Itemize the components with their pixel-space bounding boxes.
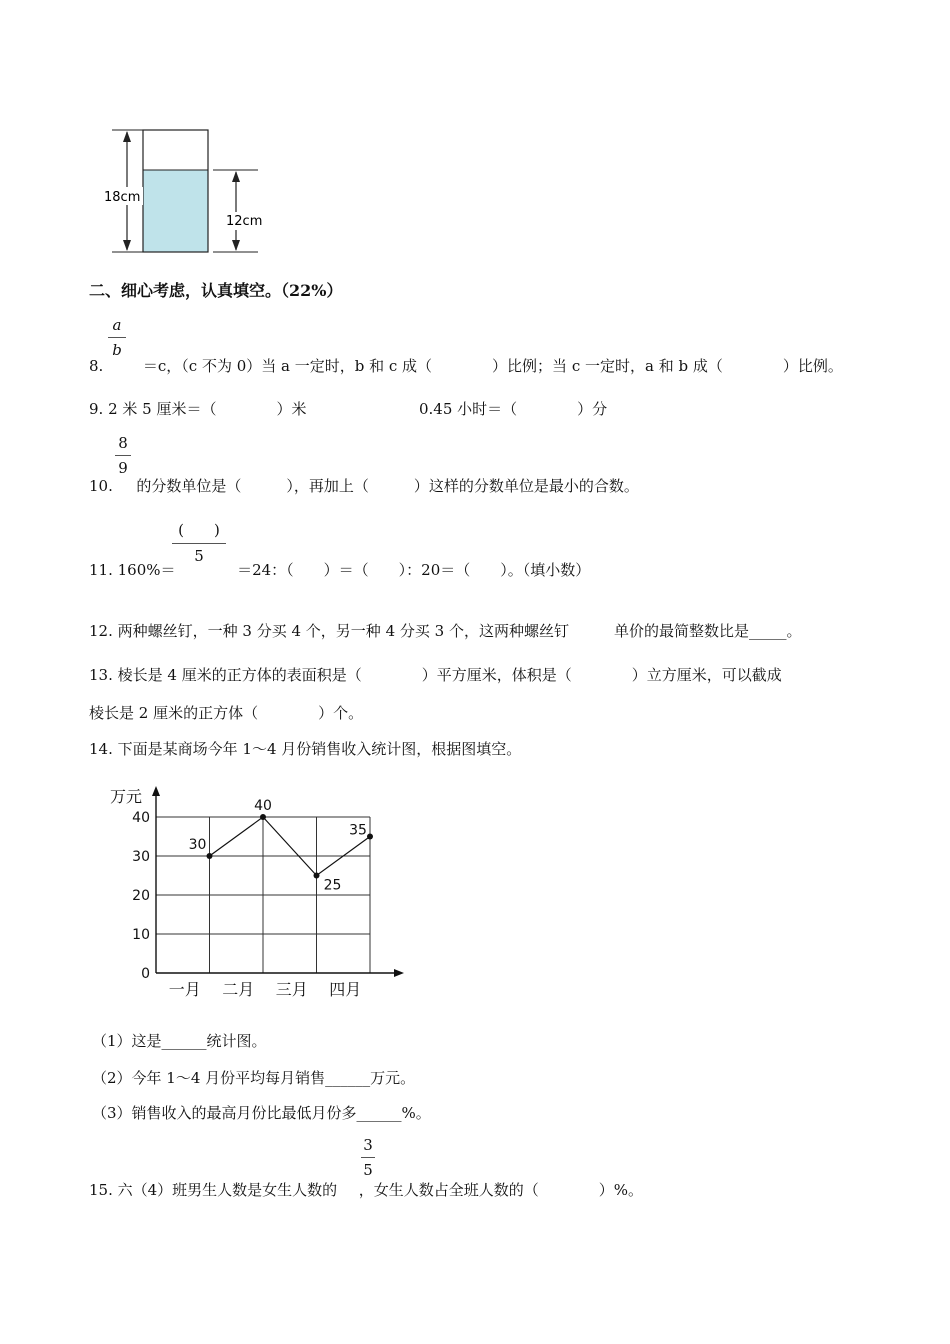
data-point bbox=[207, 853, 213, 859]
x-tick-label: 三月 bbox=[275, 980, 308, 999]
q12-number: 12. bbox=[89, 622, 113, 640]
q9-number: 9. bbox=[89, 400, 104, 418]
q14-sub-1: （1）这是______统计图。 bbox=[92, 1032, 267, 1050]
fraction-bar bbox=[172, 543, 226, 544]
fraction-bar bbox=[108, 337, 126, 338]
q9 bbox=[89, 398, 307, 419]
q13-text1: 棱长是 4 厘米的正方体的表面积是（ ）平方厘米，体积是（ ）立方厘米，可以截成 bbox=[117, 666, 782, 684]
q8-number: 8. bbox=[89, 357, 104, 375]
q8-frac-den: b bbox=[112, 341, 122, 359]
q11-frac-den: 5 bbox=[194, 547, 204, 565]
x-tick-label: 四月 bbox=[329, 980, 362, 999]
section-heading: 二、细心考虑，认真填空。（22%） bbox=[89, 281, 343, 300]
y-axis-label: 万元 bbox=[110, 787, 143, 806]
q11-frac-num: ( ) bbox=[178, 521, 220, 539]
q15-frac-den: 5 bbox=[363, 1161, 373, 1179]
q8 bbox=[89, 355, 843, 376]
q10-text: 的分数单位是（ ），再加上（ ）这样的分数单位是最小的合数。 bbox=[136, 477, 639, 495]
y-tick-label: 20 bbox=[132, 888, 150, 904]
q10-fraction bbox=[115, 434, 131, 477]
q13-line2: 棱长是 2 厘米的正方体（ ）个。 bbox=[89, 704, 364, 722]
y-tick-label: 30 bbox=[132, 849, 150, 865]
q15-fraction bbox=[361, 1136, 375, 1179]
q10-frac-den: 9 bbox=[118, 459, 128, 477]
q15-frac-num: 3 bbox=[363, 1136, 373, 1154]
q8-frac-num: a bbox=[112, 316, 122, 334]
q10 bbox=[89, 475, 639, 496]
q12-text: 两种螺丝钉，一种 3 分买 4 个，另一种 4 分买 3 个，这两种螺丝钉 单价的最简整数比是_____。 bbox=[117, 622, 802, 640]
y-tick-label: 40 bbox=[132, 810, 150, 826]
q8-text: ＝c，（c 不为 0）当 a 一定时，b 和 c 成（ ）比例；当 c 一定时，a 和 b 成（ ）比例。 bbox=[142, 357, 843, 375]
container-figure bbox=[100, 124, 280, 258]
q14-sub-3: （3）销售收入的最高月份比最低月份多______%。 bbox=[92, 1104, 431, 1122]
q11 bbox=[89, 559, 590, 580]
x-tick-label: 二月 bbox=[222, 980, 255, 999]
q15-number: 15. bbox=[89, 1181, 113, 1199]
q9-part1: 2 米 5 厘米＝（ ）米 bbox=[108, 400, 307, 418]
q10-number: 10. bbox=[89, 477, 113, 495]
q14-number: 14. bbox=[89, 740, 113, 758]
q11-number: 11. bbox=[89, 561, 113, 579]
data-point bbox=[314, 873, 320, 879]
q13-line1 bbox=[89, 664, 782, 685]
q11-lead: 160%＝ bbox=[117, 561, 176, 579]
q12 bbox=[89, 620, 801, 641]
fraction-bar bbox=[115, 455, 131, 456]
y-axis-arrow bbox=[152, 786, 160, 796]
data-label: 35 bbox=[349, 822, 367, 839]
x-tick-label: 一月 bbox=[168, 980, 201, 999]
q14-text: 下面是某商场今年 1～4 月份销售收入统计图，根据图填空。 bbox=[117, 740, 522, 758]
data-label: 25 bbox=[323, 877, 342, 894]
label-12cm: 12cm bbox=[226, 214, 263, 229]
y-tick-label: 0 bbox=[141, 966, 150, 982]
data-label: 40 bbox=[254, 798, 272, 814]
q15-lead: 六（4）班男生人数是女生人数的 bbox=[117, 1181, 338, 1199]
data-point bbox=[260, 814, 266, 820]
q11-text: ＝24：（ ）＝（ ）：20＝（ ）。（填小数） bbox=[237, 561, 591, 579]
data-label: 30 bbox=[188, 837, 207, 853]
q13-number: 13. bbox=[89, 666, 113, 684]
q15 bbox=[89, 1179, 643, 1200]
water-fill bbox=[143, 170, 208, 252]
fraction-bar bbox=[361, 1157, 375, 1158]
q10-frac-num: 8 bbox=[118, 434, 128, 452]
q8-fraction bbox=[108, 316, 126, 359]
q14 bbox=[89, 738, 521, 759]
data-point bbox=[367, 834, 373, 840]
sales-line-chart bbox=[100, 780, 420, 1010]
label-18cm: 18cm bbox=[104, 190, 141, 205]
q15-text: ，女生人数占全班人数的（ ）%。 bbox=[358, 1181, 644, 1199]
q14-sub-2: （2）今年 1～4 月份平均每月销售______万元。 bbox=[92, 1069, 416, 1087]
y-tick-label: 10 bbox=[132, 927, 150, 943]
q9-part2: 0.45 小时＝（ ）分 bbox=[419, 400, 608, 418]
x-axis-arrow bbox=[394, 969, 404, 977]
series-line bbox=[210, 817, 371, 876]
